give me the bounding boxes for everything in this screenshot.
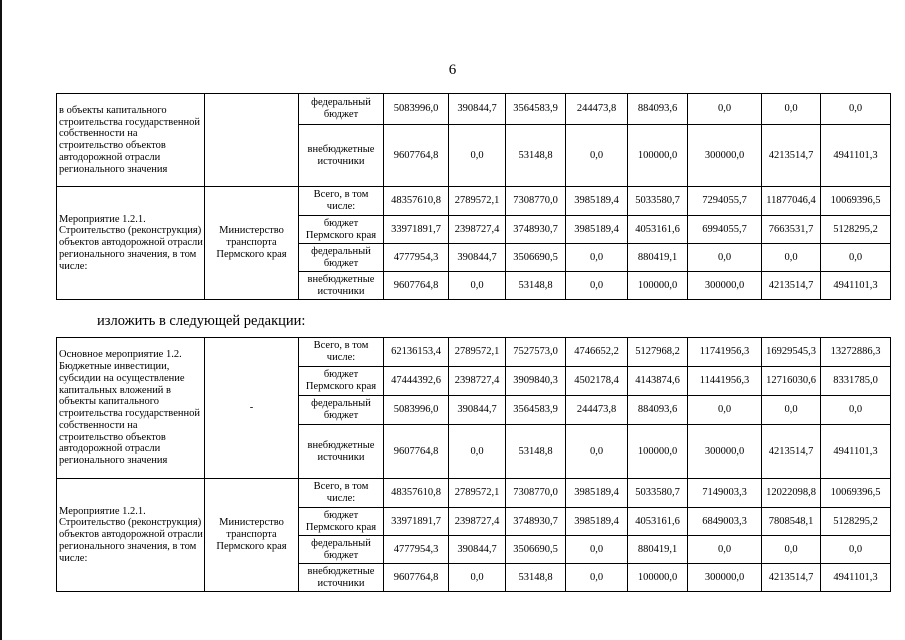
amount-cell: 5083996,0 (384, 94, 449, 125)
amount-cell: 300000,0 (688, 564, 762, 592)
activity-description-cell: Мероприятие 1.2.1. Строительство (реконструкция) объектов автодорожной отрасли регионального значения, в том числе: (57, 479, 205, 592)
amount-cell: 7808548,1 (762, 508, 821, 536)
amount-cell: 48357610,8 (384, 187, 449, 216)
amount-cell: 4213514,7 (762, 272, 821, 300)
amount-cell: 4941101,3 (821, 272, 891, 300)
amount-cell: 0,0 (821, 244, 891, 272)
activity-description-cell: Мероприятие 1.2.1. Строительство (реконструкция) объектов автодорожной отрасли регионального значения, в том числе: (57, 187, 205, 300)
amount-cell: 5127968,2 (628, 338, 688, 367)
funding-source-cell: бюджет Пермского края (299, 216, 384, 244)
amount-cell: 7294055,7 (688, 187, 762, 216)
executor-cell: - (205, 338, 299, 479)
amount-cell: 4213514,7 (762, 125, 821, 187)
amount-cell: 880419,1 (628, 536, 688, 564)
funding-source-cell: федеральный бюджет (299, 396, 384, 425)
executor-cell: Министерство транспорта Пермского края (205, 187, 299, 300)
amount-cell: 11877046,4 (762, 187, 821, 216)
amount-cell: 0,0 (688, 244, 762, 272)
amount-cell: 4502178,4 (566, 367, 628, 396)
amount-cell: 9607764,8 (384, 125, 449, 187)
funding-source-cell: Всего, в том числе: (299, 479, 384, 508)
amount-cell: 10069396,5 (821, 479, 891, 508)
amount-cell: 7308770,0 (506, 187, 566, 216)
amount-cell: 884093,6 (628, 396, 688, 425)
executor-cell (205, 94, 299, 187)
amount-cell: 4941101,3 (821, 125, 891, 187)
budget-table-after (56, 337, 891, 592)
amount-cell: 48357610,8 (384, 479, 449, 508)
amount-cell: 4777954,3 (384, 244, 449, 272)
amount-cell: 0,0 (762, 244, 821, 272)
amount-cell: 0,0 (449, 125, 506, 187)
amount-cell: 13272886,3 (821, 338, 891, 367)
amount-cell: 9607764,8 (384, 272, 449, 300)
amount-cell: 3985189,4 (566, 187, 628, 216)
amount-cell: 3909840,3 (506, 367, 566, 396)
amount-cell: 47444392,6 (384, 367, 449, 396)
amount-cell: 9607764,8 (384, 425, 449, 479)
amount-cell: 300000,0 (688, 125, 762, 187)
funding-source-cell: Всего, в том числе: (299, 187, 384, 216)
amount-cell: 3748930,7 (506, 508, 566, 536)
amount-cell: 7308770,0 (506, 479, 566, 508)
activity-description-cell: Основное мероприятие 1.2. Бюджетные инвестиции, субсидии на осуществление капитальных вложений в объекты капитального строительства государственной собственности на строительство объектов автодорожной отрасли регионального значения (57, 338, 205, 479)
amount-cell: 53148,8 (506, 125, 566, 187)
table-body (57, 94, 891, 300)
amount-cell: 4053161,6 (628, 216, 688, 244)
amount-cell: 0,0 (688, 396, 762, 425)
amount-cell: 9607764,8 (384, 564, 449, 592)
funding-source-cell: внебюджетные источники (299, 425, 384, 479)
amount-cell: 5128295,2 (821, 216, 891, 244)
amount-cell: 2398727,4 (449, 508, 506, 536)
amount-cell: 4941101,3 (821, 564, 891, 592)
amount-cell: 0,0 (762, 396, 821, 425)
funding-source-cell: бюджет Пермского края (299, 508, 384, 536)
amount-cell: 7149003,3 (688, 479, 762, 508)
amount-cell: 53148,8 (506, 425, 566, 479)
amount-cell: 0,0 (821, 94, 891, 125)
page-number: 6 (448, 62, 457, 78)
amount-cell: 4213514,7 (762, 425, 821, 479)
amount-cell: 3985189,4 (566, 216, 628, 244)
amount-cell: 4213514,7 (762, 564, 821, 592)
amount-cell: 100000,0 (628, 125, 688, 187)
amount-cell: 0,0 (566, 272, 628, 300)
amount-cell: 0,0 (821, 536, 891, 564)
funding-source-cell: бюджет Пермского края (299, 367, 384, 396)
amount-cell: 0,0 (762, 536, 821, 564)
executor-cell: Министерство транспорта Пермского края (205, 479, 299, 592)
funding-source-cell: внебюджетные источники (299, 272, 384, 300)
amount-cell: 11741956,3 (688, 338, 762, 367)
amount-cell: 53148,8 (506, 564, 566, 592)
amount-cell: 0,0 (566, 244, 628, 272)
funding-source-cell: внебюджетные источники (299, 125, 384, 187)
amount-cell: 4941101,3 (821, 425, 891, 479)
amount-cell: 884093,6 (628, 94, 688, 125)
amount-cell: 2398727,4 (449, 216, 506, 244)
amount-cell: 10069396,5 (821, 187, 891, 216)
amount-cell: 5033580,7 (628, 479, 688, 508)
amount-cell: 0,0 (449, 272, 506, 300)
amount-cell: 12022098,8 (762, 479, 821, 508)
amount-cell: 0,0 (762, 94, 821, 125)
amount-cell: 5128295,2 (821, 508, 891, 536)
amount-cell: 2789572,1 (449, 187, 506, 216)
amount-cell: 5083996,0 (384, 396, 449, 425)
amount-cell: 100000,0 (628, 425, 688, 479)
amount-cell: 0,0 (566, 425, 628, 479)
amount-cell: 390844,7 (449, 244, 506, 272)
amount-cell: 11441956,3 (688, 367, 762, 396)
amount-cell: 4053161,6 (628, 508, 688, 536)
amount-cell: 0,0 (688, 536, 762, 564)
amount-cell: 3985189,4 (566, 479, 628, 508)
page-edge-rule (0, 0, 2, 640)
amount-cell: 0,0 (566, 564, 628, 592)
amount-cell: 244473,8 (566, 396, 628, 425)
amendment-heading: изложить в следующей редакции: (97, 313, 306, 329)
amount-cell: 390844,7 (449, 396, 506, 425)
funding-source-cell: федеральный бюджет (299, 536, 384, 564)
amount-cell: 33971891,7 (384, 216, 449, 244)
amount-cell: 2398727,4 (449, 367, 506, 396)
amount-cell: 62136153,4 (384, 338, 449, 367)
amount-cell: 0,0 (449, 425, 506, 479)
amount-cell: 3564583,9 (506, 94, 566, 125)
amount-cell: 4746652,2 (566, 338, 628, 367)
table-row (57, 187, 891, 216)
amount-cell: 2789572,1 (449, 479, 506, 508)
amount-cell: 2789572,1 (449, 338, 506, 367)
amount-cell: 100000,0 (628, 272, 688, 300)
amount-cell: 390844,7 (449, 536, 506, 564)
amount-cell: 0,0 (566, 536, 628, 564)
activity-description-cell: в объекты капитального строительства государственной собственности на строительство объектов автодорожной отрасли регионального значения (57, 94, 205, 187)
table-body (57, 338, 891, 592)
amount-cell: 880419,1 (628, 244, 688, 272)
amount-cell: 0,0 (688, 94, 762, 125)
funding-source-cell: внебюджетные источники (299, 564, 384, 592)
table-row (57, 338, 891, 367)
amount-cell: 300000,0 (688, 272, 762, 300)
amount-cell: 100000,0 (628, 564, 688, 592)
amount-cell: 3506690,5 (506, 244, 566, 272)
amount-cell: 3564583,9 (506, 396, 566, 425)
amount-cell: 12716030,6 (762, 367, 821, 396)
amount-cell: 3985189,4 (566, 508, 628, 536)
table-row (57, 94, 891, 125)
funding-source-cell: федеральный бюджет (299, 244, 384, 272)
amount-cell: 33971891,7 (384, 508, 449, 536)
amount-cell: 4143874,6 (628, 367, 688, 396)
amount-cell: 244473,8 (566, 94, 628, 125)
amount-cell: 390844,7 (449, 94, 506, 125)
amount-cell: 6849003,3 (688, 508, 762, 536)
amount-cell: 3506690,5 (506, 536, 566, 564)
amount-cell: 8331785,0 (821, 367, 891, 396)
funding-source-cell: Всего, в том числе: (299, 338, 384, 367)
amount-cell: 16929545,3 (762, 338, 821, 367)
amount-cell: 0,0 (566, 125, 628, 187)
amount-cell: 6994055,7 (688, 216, 762, 244)
amount-cell: 300000,0 (688, 425, 762, 479)
amount-cell: 7527573,0 (506, 338, 566, 367)
amount-cell: 0,0 (449, 564, 506, 592)
amount-cell: 7663531,7 (762, 216, 821, 244)
amount-cell: 4777954,3 (384, 536, 449, 564)
table-row (57, 479, 891, 508)
budget-table-before (56, 93, 891, 300)
funding-source-cell: федеральный бюджет (299, 94, 384, 125)
amount-cell: 53148,8 (506, 272, 566, 300)
amount-cell: 5033580,7 (628, 187, 688, 216)
amount-cell: 0,0 (821, 396, 891, 425)
amount-cell: 3748930,7 (506, 216, 566, 244)
